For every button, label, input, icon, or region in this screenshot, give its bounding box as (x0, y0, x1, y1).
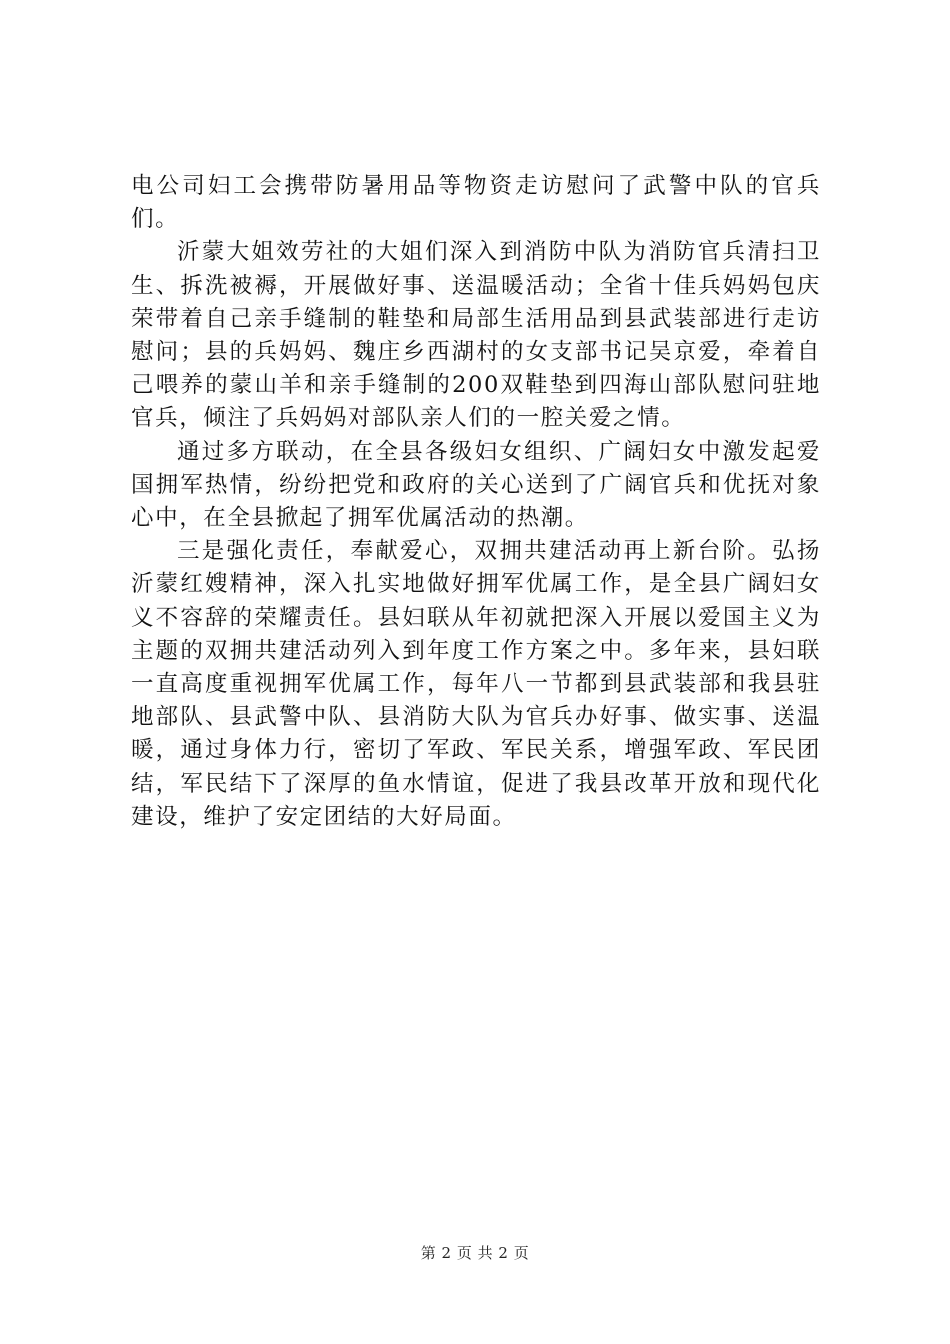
document-body (131, 170, 821, 834)
paragraph: 通过多方联动，在全县各级妇女组织、广阔妇女中激发起爱国拥军热情，纷纷把党和政府的关心送到了广阔官兵和优抚对象心中，在全县掀起了拥军优属活动的热潮。 (131, 438, 821, 532)
paragraph: 三是强化责任，奉献爱心，双拥共建活动再上新台阶。弘扬沂蒙红嫂精神，深入扎实地做好拥军优属工作，是全县广阔妇女义不容辞的荣耀责任。县妇联从年初就把深入开展以爱国主义为主题的双拥共建活动列入到年度工作方案之中。多年来，县妇联一直高度重视拥军优属工作，每年八一节都到县武装部和我县驻地部队、县武警中队、县消防大队为官兵办好事、做实事、送温暖，通过身体力行，密切了军政、军民关系，增强军政、军民团结，军民结下了深厚的鱼水情谊，促进了我县改革开放和现代化建设，维护了安定团结的大好局面。 (131, 538, 821, 830)
paragraph: 电公司妇工会携带防暑用品等物资走访慰问了武警中队的官兵们。 (131, 173, 821, 233)
page-number-label: 第 2 页 共 2 页 (420, 1244, 530, 1262)
page-footer (0, 1243, 950, 1263)
paragraph: 沂蒙大姐效劳社的大姐们深入到消防中队为消防官兵清扫卫生、拆洗被褥，开展做好事、送温暖活动；全省十佳兵妈妈包庆荣带着自己亲手缝制的鞋垫和局部生活用品到县武装部进行走访慰问；县的兵妈妈、魏庄乡西湖村的女支部书记吴京爱，牵着自己喂养的蒙山羊和亲手缝制的200双鞋垫到四海山部队慰问驻地官兵，倾注了兵妈妈对部队亲人们的一腔关爱之情。 (131, 239, 821, 432)
